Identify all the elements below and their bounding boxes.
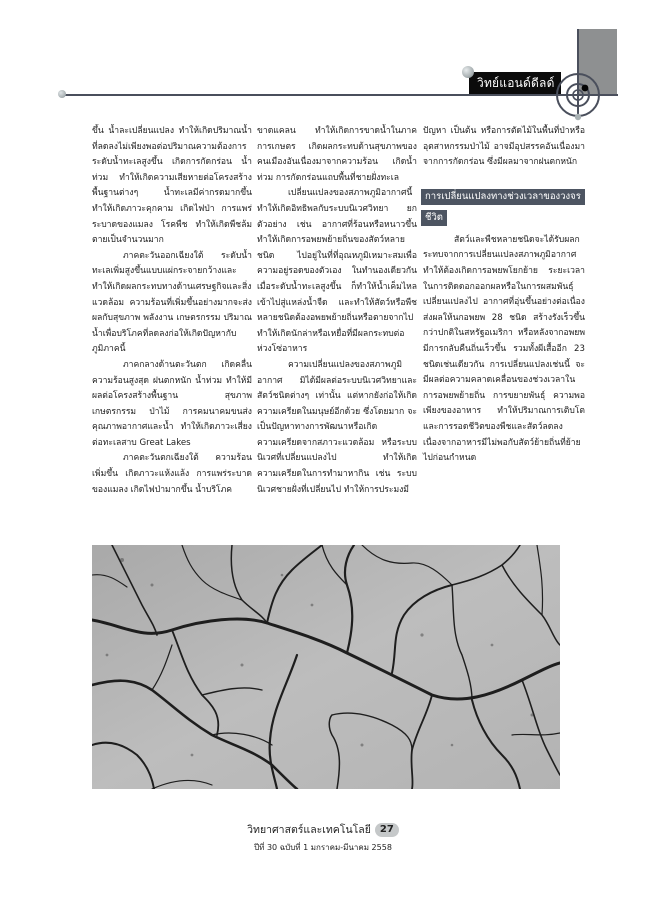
section-heading: การเปลี่ยนแปลงทางช่วงเวลาของวงจรชีวิต	[421, 189, 585, 226]
paragraph: ภาคตะวันตกเฉียงใต้ ความร้อนเพิ่มขึ้น เกิดภาวะแห้งแล้ง การแพร่ระบาดของแมลง เกิดไฟป่ามากขึ้น น้ำบริโภค	[92, 453, 252, 495]
page-footer	[0, 818, 646, 854]
page-number-badge: 27	[375, 823, 399, 837]
header-rule-end-dot	[58, 90, 66, 98]
footer-title-row	[247, 821, 399, 838]
text-column-1	[92, 124, 252, 498]
paragraph: ภาคตะวันออกเฉียงใต้ ระดับน้ำทะเลเพิ่มสูงขึ้นแบบแผ่กระจายกว้างและทำให้เกิดผลกระทบทางด้านเศรษฐกิจและสิ่งแวดล้อม ความร้อนที่เพิ่มขึ้นอย่างมากจะส่งผลกับสุขภาพ พลังงาน เกษตรกรรม ปริมาณน้ำเพื่อบริโภคที่ลดลงก่อให้เกิดปัญหากับภูมิภาคนี้	[92, 250, 252, 355]
target-rings-icon	[554, 71, 604, 121]
cracked-earth-photo	[92, 545, 560, 789]
paragraph: เปลี่ยนแปลงของสภาพภูมิอากาศนี้ ทำให้เกิดอิทธิพลกับระบบนิเวศวิทยา ยกตัวอย่าง เช่น อากาศที่ร้อนหรือหนาวขึ้นทำให้เกิดการอพยพย้ายถิ่นของสัตว์หลายชนิด ไปอยู่ในที่ที่อุณหภูมิเหมาะสมเพื่อความอยู่รอดของตัวเอง ในทำนองเดียวกัน เมื่อระดับน้ำทะเลสูงขึ้น ก็ทำให้น้ำเค็มไหลเข้าไปสู่แหล่งน้ำจืด และทำให้สัตว์หรือพืชหลายชนิดต้องอพยพย้ายถิ่นหรือตายจากไป ทำให้เกิดนักล่าหรือเหยื่อที่มีผลกระทบต่อห่วงโซ่อาหาร	[257, 188, 417, 355]
cracked-earth-illustration	[92, 545, 560, 789]
paragraph: ปัญหา เป็นต้น หรือการตัดไม้ในพื้นที่ป่าหรืออุตสาหกรรมป่าไม้ อาจมีอุปสรรคอันเนื่องมาจากการกัดกร่อน ซึ่งมีผลมาจากฝนตกหนัก	[423, 126, 585, 168]
paragraph: ความเปลี่ยนแปลงของสภาพภูมิอากาศ มิได้มีผลต่อระบบนิเวศวิทยาและสัตว์ชนิดต่างๆ เท่านั้น แต่หากยังก่อให้เกิดความเครียดในมนุษย์อีกด้วย ซึ่งโดยมาก จะเป็นปัญหาทางการพัฒนาหรือเกิดความเครียดจากสภาวะแวดล้อม หรือระบบนิเวศที่เปลี่ยนแปลงไป ทำให้เกิดความเครียดในการทำมาหากิน เช่น ระบบนิเวศชายฝั่งที่เปลี่ยนไป ทำให้การประมงมี	[257, 359, 417, 495]
paragraph: ขาดแคลน ทำให้เกิดการขาดน้ำในภาคการเกษตร เกิดผลกระทบด้านสุขภาพของคนเมืองอันเนื่องมาจากความร้อน เกิดน้ำท่วม การกัดกร่อนแถบพื้นที่ชายฝั่งทะเล	[257, 126, 417, 183]
issue-info: ปีที่ 30 ฉบับที่ 1 มกราคม-มีนาคม 2558	[254, 843, 392, 852]
text-column-3	[423, 124, 585, 467]
magazine-title: วิทยาศาสตร์และเทคโนโลยี	[247, 824, 371, 836]
header-ball-icon	[462, 66, 474, 78]
paragraph: ขึ้น น้ำละเปลี่ยนแปลง ทำให้เกิดปริมาณน้ำที่ลดลงไม่เพียงพอต่อปริมาณความต้องการ ระดับน้ำทะเลสูงขึ้น เกิดการกัดกร่อน น้ำท่วม ทำให้เกิดความเสียหายต่อโครงสร้างพื้นฐานต่างๆ น้ำทะเลมีค่ากรดมากขึ้น ทำให้เกิดภาวะคุกคาม เกิดไฟป่า การแพร่ระบาดของแมลง โรคพืช ทำให้เกิดพืชล้มตายเป็นจำนวนมาก	[92, 126, 252, 246]
text-column-2	[257, 124, 417, 498]
section-label: วิทย์แอนด์ดีลด์	[469, 72, 561, 94]
header-rule	[62, 94, 578, 96]
paragraph: ภาคกลางด้านตะวันตก เกิดคลื่นความร้อนสูงสุด ฝนตกหนัก น้ำท่วม ทำให้มีผลต่อโครงสร้างพื้นฐาน สุขภาพ เกษตรกรรม ป่าไม้ การคมนาคมขนส่ง คุณภาพอากาศและน้ำ ทำให้เกิดภาวะเสี่ยงต่อทะเลสาบ Great Lakes	[92, 359, 252, 448]
paragraph: สัตว์และพืชหลายชนิดจะได้รับผลกระทบจากการเปลี่ยนแปลงสภาพภูมิอากาศ ทำให้ต้องเกิดการอพยพโยกย้าย ระยะเวลาในการติดดอกออกผลหรือในการผสมพันธุ์เปลี่ยนแปลงไป อากาศที่อุ่นขึ้นอย่างต่อเนื่อง ส่งผลให้นกอพยพ 28 ชนิด สร้างรังเร็วขึ้นกว่าปกติในสหรัฐอเมริกา หรือหลังจากอพยพ มีการกลับคืนถิ่นเร็วขึ้น รวมทั้งผีเสื้ออีก 23 ชนิดเช่นเดียวกัน การเปลี่ยนแปลงเช่นนี้ จะมีผลต่อความคลาดเคลื่อนของช่วงเวลาในการอพยพย้ายถิ่น การขยายพันธุ์ ความพอเพียงของอาหาร ทำให้ปริมาณการเติบโตและการรอดชีวิตของพืชและสัตว์ลดลงเนื่องจากอาหารมีไม่พอกับสัตว์ย้ายถิ่นที่ย้ายไปก่อนกำหนด	[423, 234, 585, 464]
section-heading-wrap	[421, 187, 585, 229]
